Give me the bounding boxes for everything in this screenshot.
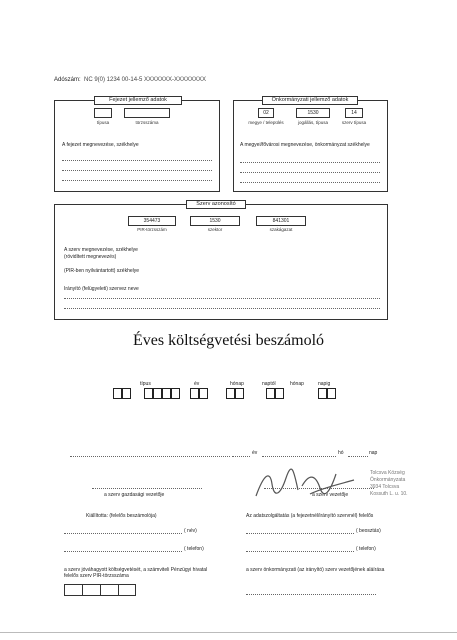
period-month-from-digit[interactable] <box>190 388 199 399</box>
municipal-type-caption: szerv típusa <box>341 120 367 125</box>
dotted-line <box>64 298 380 299</box>
dotted-line <box>62 170 212 171</box>
left-signature-caption: a szerv gazdasági vezetője <box>104 492 165 498</box>
supervisor-label: Irányító (felügyeleti) szervez neve <box>64 286 139 292</box>
stamp-line-1: Tolcsva Község <box>370 470 405 476</box>
period-type-digit[interactable] <box>113 388 122 399</box>
org-seat-label: (PIR-ben nyilvántartott) székhelye <box>64 268 140 274</box>
position-label: ( beosztás) <box>356 528 381 534</box>
sector-field[interactable]: 1530 <box>190 216 240 226</box>
stamp-line-3: 3934 Tolcsva <box>370 484 400 490</box>
dotted-line <box>240 172 380 173</box>
stamp-line-4: Kossuth L. u. 10. <box>370 491 408 497</box>
period-day-from-digit[interactable] <box>226 388 235 399</box>
period-month-to-digit[interactable] <box>266 388 275 399</box>
chapter-registry-caption: törzsszáma <box>135 120 159 125</box>
place-dotted-line <box>70 456 230 457</box>
scan-edge <box>0 632 457 633</box>
footer-right-line <box>246 594 376 595</box>
pir-number-field[interactable]: 354473 <box>128 216 176 226</box>
report-title: Éves költségvetési beszámoló <box>132 332 325 349</box>
responsible-phone-label: ( telefon) <box>356 546 376 552</box>
org-short-name-label: (rövidített megnevezés) <box>64 254 117 260</box>
branch-caption: szakágazat <box>269 227 293 232</box>
pir-number-caption: PIR-törzsszám <box>137 227 167 232</box>
period-month-to-digit[interactable] <box>275 388 284 399</box>
stamp-line-2: Önkormányzata <box>370 477 406 483</box>
month-dotted-line <box>262 456 336 457</box>
chapter-type-field[interactable] <box>94 108 112 118</box>
footer-left-note: a szerv jóváhagyott költségvetését, a számviteli Pénzügyi hivatal felelős szerv PIR-törzsszáma <box>64 567 208 579</box>
name-dotted-line <box>64 533 182 534</box>
period-day-from-digit[interactable] <box>235 388 244 399</box>
phone-label: ( telefon) <box>184 546 204 552</box>
period-month-from-digit[interactable] <box>199 388 208 399</box>
footer-pir-divider <box>82 584 83 596</box>
period-year-digit[interactable] <box>171 388 180 399</box>
day-dotted-line <box>348 456 368 457</box>
year-dotted-line <box>232 456 250 457</box>
organization-id-title: Szerv azonosító <box>186 200 246 209</box>
municipal-county-field[interactable]: 02 <box>258 108 274 118</box>
period-year-digit[interactable] <box>153 388 162 399</box>
dotted-line <box>64 308 380 309</box>
sector-caption: szektor <box>207 227 223 232</box>
handwritten-signature <box>250 466 360 502</box>
chapter-location-label: A fejezet megnevezése, székhelye <box>62 142 139 148</box>
dotted-line <box>62 160 212 161</box>
footer-right-note: a szerv önkormányzati (az irányító) szerv vezetőjének aláírása <box>246 567 385 573</box>
footer-pir-divider <box>100 584 101 596</box>
dotted-line <box>240 162 380 163</box>
footer-pir-divider <box>118 584 119 596</box>
period-day-to-digit[interactable] <box>327 388 336 399</box>
period-type-digit[interactable] <box>122 388 131 399</box>
right-signature-caption: a szerv vezetője <box>312 492 349 498</box>
compiled-by-heading: Kiállította: (felelős beszámolója) <box>86 513 157 519</box>
name-label: ( név) <box>184 528 197 534</box>
chapter-registry-field[interactable] <box>124 108 170 118</box>
left-signature-line <box>92 488 202 489</box>
period-year-digit[interactable] <box>162 388 171 399</box>
responsible-phone-dotted-line <box>246 551 354 552</box>
period-year-digit[interactable] <box>144 388 153 399</box>
period-day-to-label: napig <box>318 381 331 387</box>
period-day-to-digit[interactable] <box>318 388 327 399</box>
municipal-data-title: Önkormányzati jellemző adatok <box>262 96 358 105</box>
dotted-line <box>240 182 380 183</box>
branch-field[interactable]: 841301 <box>256 216 306 226</box>
period-month-to-label: hónap <box>290 381 304 387</box>
tax-number-code: NC 9(0) 1234 00-14-5 XXXXXXX-XXXXXXXX <box>84 77 207 83</box>
position-dotted-line <box>246 533 354 534</box>
phone-dotted-line <box>64 551 182 552</box>
tax-number-label: Adószám: <box>54 77 81 83</box>
municipal-status-field[interactable]: 1530 <box>296 108 330 118</box>
responsible-heading: Az adatszolgáltatás (a fejezetnél/irányító szervnél) felelős <box>246 513 374 519</box>
org-name-label: A szerv megnevezése, székhelye <box>64 247 138 253</box>
municipal-location-label: A megyei/fővárosi megnevezése, önkormányzat székhelye <box>240 142 370 148</box>
chapter-type-caption: típusa <box>96 120 110 125</box>
period-day-from-label: naptól <box>262 381 276 387</box>
chapter-data-title: Fejezet jellemző adatok <box>94 96 182 105</box>
period-month-from-label: hónap <box>230 381 244 387</box>
period-type-label: típus <box>140 381 151 387</box>
date-day-label: nap <box>369 450 378 456</box>
municipal-type-field[interactable]: 14 <box>345 108 363 118</box>
date-month-label: hó <box>338 450 344 456</box>
municipal-county-caption: megye / település <box>248 120 284 125</box>
municipal-status-caption: jogállás, típusa <box>297 120 329 125</box>
period-year-label: év <box>194 381 200 387</box>
date-year-label: év <box>252 450 258 456</box>
dotted-line <box>62 180 212 181</box>
